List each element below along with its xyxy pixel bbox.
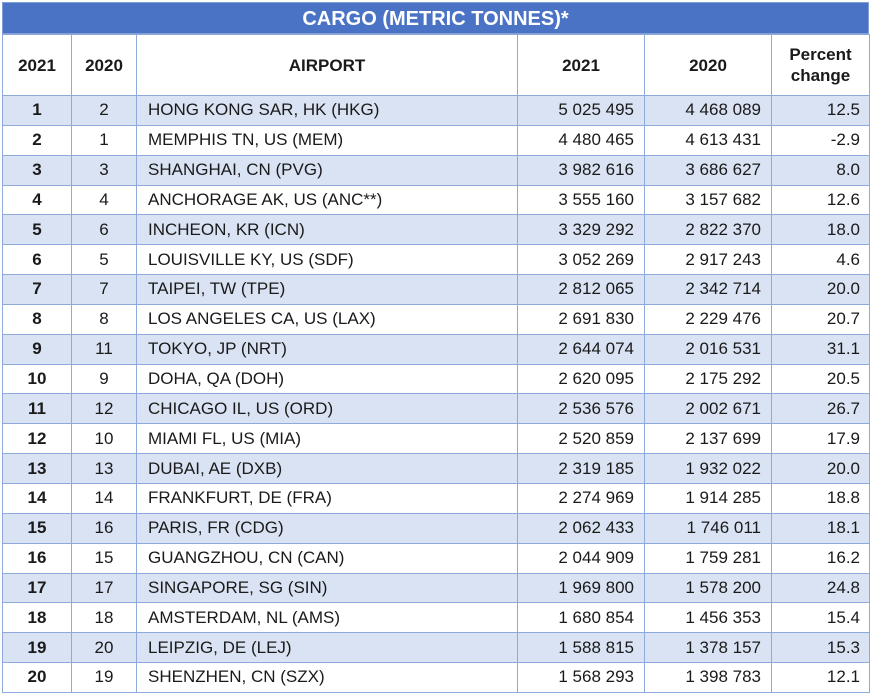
cell-rank-2020: 9 [72,364,137,394]
cell-rank-2021: 18 [3,603,72,633]
header-cargo-2020: 2020 [645,35,772,96]
cell-percent-change: 20.0 [772,454,870,484]
cell-airport: MEMPHIS TN, US (MEM) [137,125,518,155]
table-row [3,663,870,693]
cell-cargo-2021: 3 329 292 [518,215,645,245]
cell-percent-change: 16.2 [772,543,870,573]
cell-rank-2020: 7 [72,275,137,305]
cell-cargo-2020: 1 456 353 [645,603,772,633]
cell-rank-2020: 6 [72,215,137,245]
cell-cargo-2020: 1 932 022 [645,454,772,484]
cell-cargo-2020: 3 686 627 [645,155,772,185]
header-percent-line2: change [790,66,851,85]
cell-airport: DUBAI, AE (DXB) [137,454,518,484]
cargo-table-container [2,2,869,693]
cell-cargo-2021: 1 969 800 [518,573,645,603]
cell-cargo-2020: 1 398 783 [645,663,772,693]
cell-percent-change: 12.1 [772,663,870,693]
table-row [3,125,870,155]
cell-rank-2021: 19 [3,633,72,663]
cell-cargo-2020: 3 157 682 [645,185,772,215]
cell-rank-2020: 19 [72,663,137,693]
cell-cargo-2020: 2 229 476 [645,304,772,334]
cell-rank-2021: 8 [3,304,72,334]
table-row [3,96,870,126]
cell-cargo-2021: 1 680 854 [518,603,645,633]
cell-airport: LOUISVILLE KY, US (SDF) [137,245,518,275]
cell-rank-2020: 5 [72,245,137,275]
cell-cargo-2020: 2 342 714 [645,275,772,305]
cell-rank-2021: 17 [3,573,72,603]
cell-rank-2020: 14 [72,483,137,513]
cell-airport: DOHA, QA (DOH) [137,364,518,394]
cell-rank-2020: 17 [72,573,137,603]
table-row [3,334,870,364]
table-row [3,543,870,573]
cell-cargo-2021: 2 620 095 [518,364,645,394]
cell-airport: GUANGZHOU, CN (CAN) [137,543,518,573]
cell-rank-2021: 12 [3,424,72,454]
cell-rank-2021: 7 [3,275,72,305]
header-percent-change [772,35,870,96]
cell-percent-change: 8.0 [772,155,870,185]
cell-airport: LEIPZIG, DE (LEJ) [137,633,518,663]
cell-rank-2021: 6 [3,245,72,275]
header-rank-2021: 2021 [3,35,72,96]
table-title: CARGO (METRIC TONNES)* [2,2,869,34]
cell-percent-change: 24.8 [772,573,870,603]
cell-airport: CHICAGO IL, US (ORD) [137,394,518,424]
cell-rank-2020: 16 [72,513,137,543]
cell-rank-2020: 11 [72,334,137,364]
cell-rank-2021: 5 [3,215,72,245]
cell-airport: INCHEON, KR (ICN) [137,215,518,245]
cell-percent-change: 18.1 [772,513,870,543]
cell-rank-2020: 2 [72,96,137,126]
cell-airport: SHENZHEN, CN (SZX) [137,663,518,693]
cell-rank-2021: 4 [3,185,72,215]
header-cargo-2021: 2021 [518,35,645,96]
cell-cargo-2020: 2 822 370 [645,215,772,245]
cargo-table [2,34,870,693]
cell-percent-change: 26.7 [772,394,870,424]
cell-rank-2021: 9 [3,334,72,364]
cell-rank-2021: 1 [3,96,72,126]
cell-percent-change: 20.5 [772,364,870,394]
cell-cargo-2021: 2 812 065 [518,275,645,305]
table-row [3,603,870,633]
cell-rank-2020: 20 [72,633,137,663]
cell-airport: TOKYO, JP (NRT) [137,334,518,364]
cell-rank-2020: 10 [72,424,137,454]
cell-cargo-2020: 4 613 431 [645,125,772,155]
header-airport: AIRPORT [137,35,518,96]
cell-cargo-2021: 2 044 909 [518,543,645,573]
cell-rank-2021: 10 [3,364,72,394]
cell-percent-change: 15.3 [772,633,870,663]
cell-cargo-2021: 2 691 830 [518,304,645,334]
table-row [3,513,870,543]
cell-percent-change: 12.5 [772,96,870,126]
cell-cargo-2020: 1 914 285 [645,483,772,513]
table-row [3,633,870,663]
cell-rank-2021: 11 [3,394,72,424]
cell-cargo-2020: 2 002 671 [645,394,772,424]
cell-cargo-2021: 5 025 495 [518,96,645,126]
cell-rank-2020: 1 [72,125,137,155]
cell-rank-2021: 13 [3,454,72,484]
cell-cargo-2021: 2 274 969 [518,483,645,513]
table-row [3,245,870,275]
cell-cargo-2021: 2 062 433 [518,513,645,543]
cell-percent-change: -2.9 [772,125,870,155]
cell-cargo-2020: 1 378 157 [645,633,772,663]
cell-rank-2020: 13 [72,454,137,484]
header-percent-line1: Percent [789,45,852,64]
cell-airport: ANCHORAGE AK, US (ANC**) [137,185,518,215]
cell-rank-2021: 2 [3,125,72,155]
cell-rank-2021: 14 [3,483,72,513]
cell-percent-change: 18.8 [772,483,870,513]
cell-cargo-2021: 2 520 859 [518,424,645,454]
cell-cargo-2021: 2 319 185 [518,454,645,484]
cell-cargo-2020: 2 917 243 [645,245,772,275]
table-row [3,424,870,454]
cell-cargo-2020: 1 578 200 [645,573,772,603]
cell-airport: LOS ANGELES CA, US (LAX) [137,304,518,334]
cell-airport: FRANKFURT, DE (FRA) [137,483,518,513]
cell-percent-change: 18.0 [772,215,870,245]
cell-rank-2021: 3 [3,155,72,185]
cell-cargo-2021: 3 555 160 [518,185,645,215]
cell-cargo-2020: 1 759 281 [645,543,772,573]
cell-airport: HONG KONG SAR, HK (HKG) [137,96,518,126]
header-row [3,35,870,96]
cell-airport: SHANGHAI, CN (PVG) [137,155,518,185]
cell-rank-2020: 8 [72,304,137,334]
cell-percent-change: 15.4 [772,603,870,633]
cell-airport: MIAMI FL, US (MIA) [137,424,518,454]
cell-cargo-2020: 4 468 089 [645,96,772,126]
cell-airport: TAIPEI, TW (TPE) [137,275,518,305]
cell-rank-2021: 16 [3,543,72,573]
cell-rank-2020: 15 [72,543,137,573]
cell-cargo-2021: 3 052 269 [518,245,645,275]
cell-rank-2020: 4 [72,185,137,215]
cell-airport: PARIS, FR (CDG) [137,513,518,543]
cell-percent-change: 4.6 [772,245,870,275]
cell-percent-change: 12.6 [772,185,870,215]
cell-percent-change: 20.0 [772,275,870,305]
cell-cargo-2020: 2 016 531 [645,334,772,364]
table-row [3,304,870,334]
cell-rank-2020: 18 [72,603,137,633]
table-row [3,185,870,215]
table-row [3,275,870,305]
cell-rank-2021: 15 [3,513,72,543]
table-row [3,454,870,484]
cell-cargo-2021: 1 568 293 [518,663,645,693]
cell-percent-change: 20.7 [772,304,870,334]
cell-cargo-2021: 2 644 074 [518,334,645,364]
cell-cargo-2020: 2 175 292 [645,364,772,394]
cell-rank-2020: 3 [72,155,137,185]
cell-cargo-2021: 2 536 576 [518,394,645,424]
table-row [3,483,870,513]
table-row [3,364,870,394]
table-row [3,573,870,603]
cell-cargo-2020: 2 137 699 [645,424,772,454]
cell-cargo-2021: 1 588 815 [518,633,645,663]
header-rank-2020: 2020 [72,35,137,96]
cell-rank-2021: 20 [3,663,72,693]
table-row [3,155,870,185]
cell-percent-change: 17.9 [772,424,870,454]
table-row [3,215,870,245]
cell-percent-change: 31.1 [772,334,870,364]
cell-airport: AMSTERDAM, NL (AMS) [137,603,518,633]
cell-cargo-2020: 1 746 011 [645,513,772,543]
cell-cargo-2021: 3 982 616 [518,155,645,185]
cell-airport: SINGAPORE, SG (SIN) [137,573,518,603]
cell-rank-2020: 12 [72,394,137,424]
cell-cargo-2021: 4 480 465 [518,125,645,155]
table-row [3,394,870,424]
